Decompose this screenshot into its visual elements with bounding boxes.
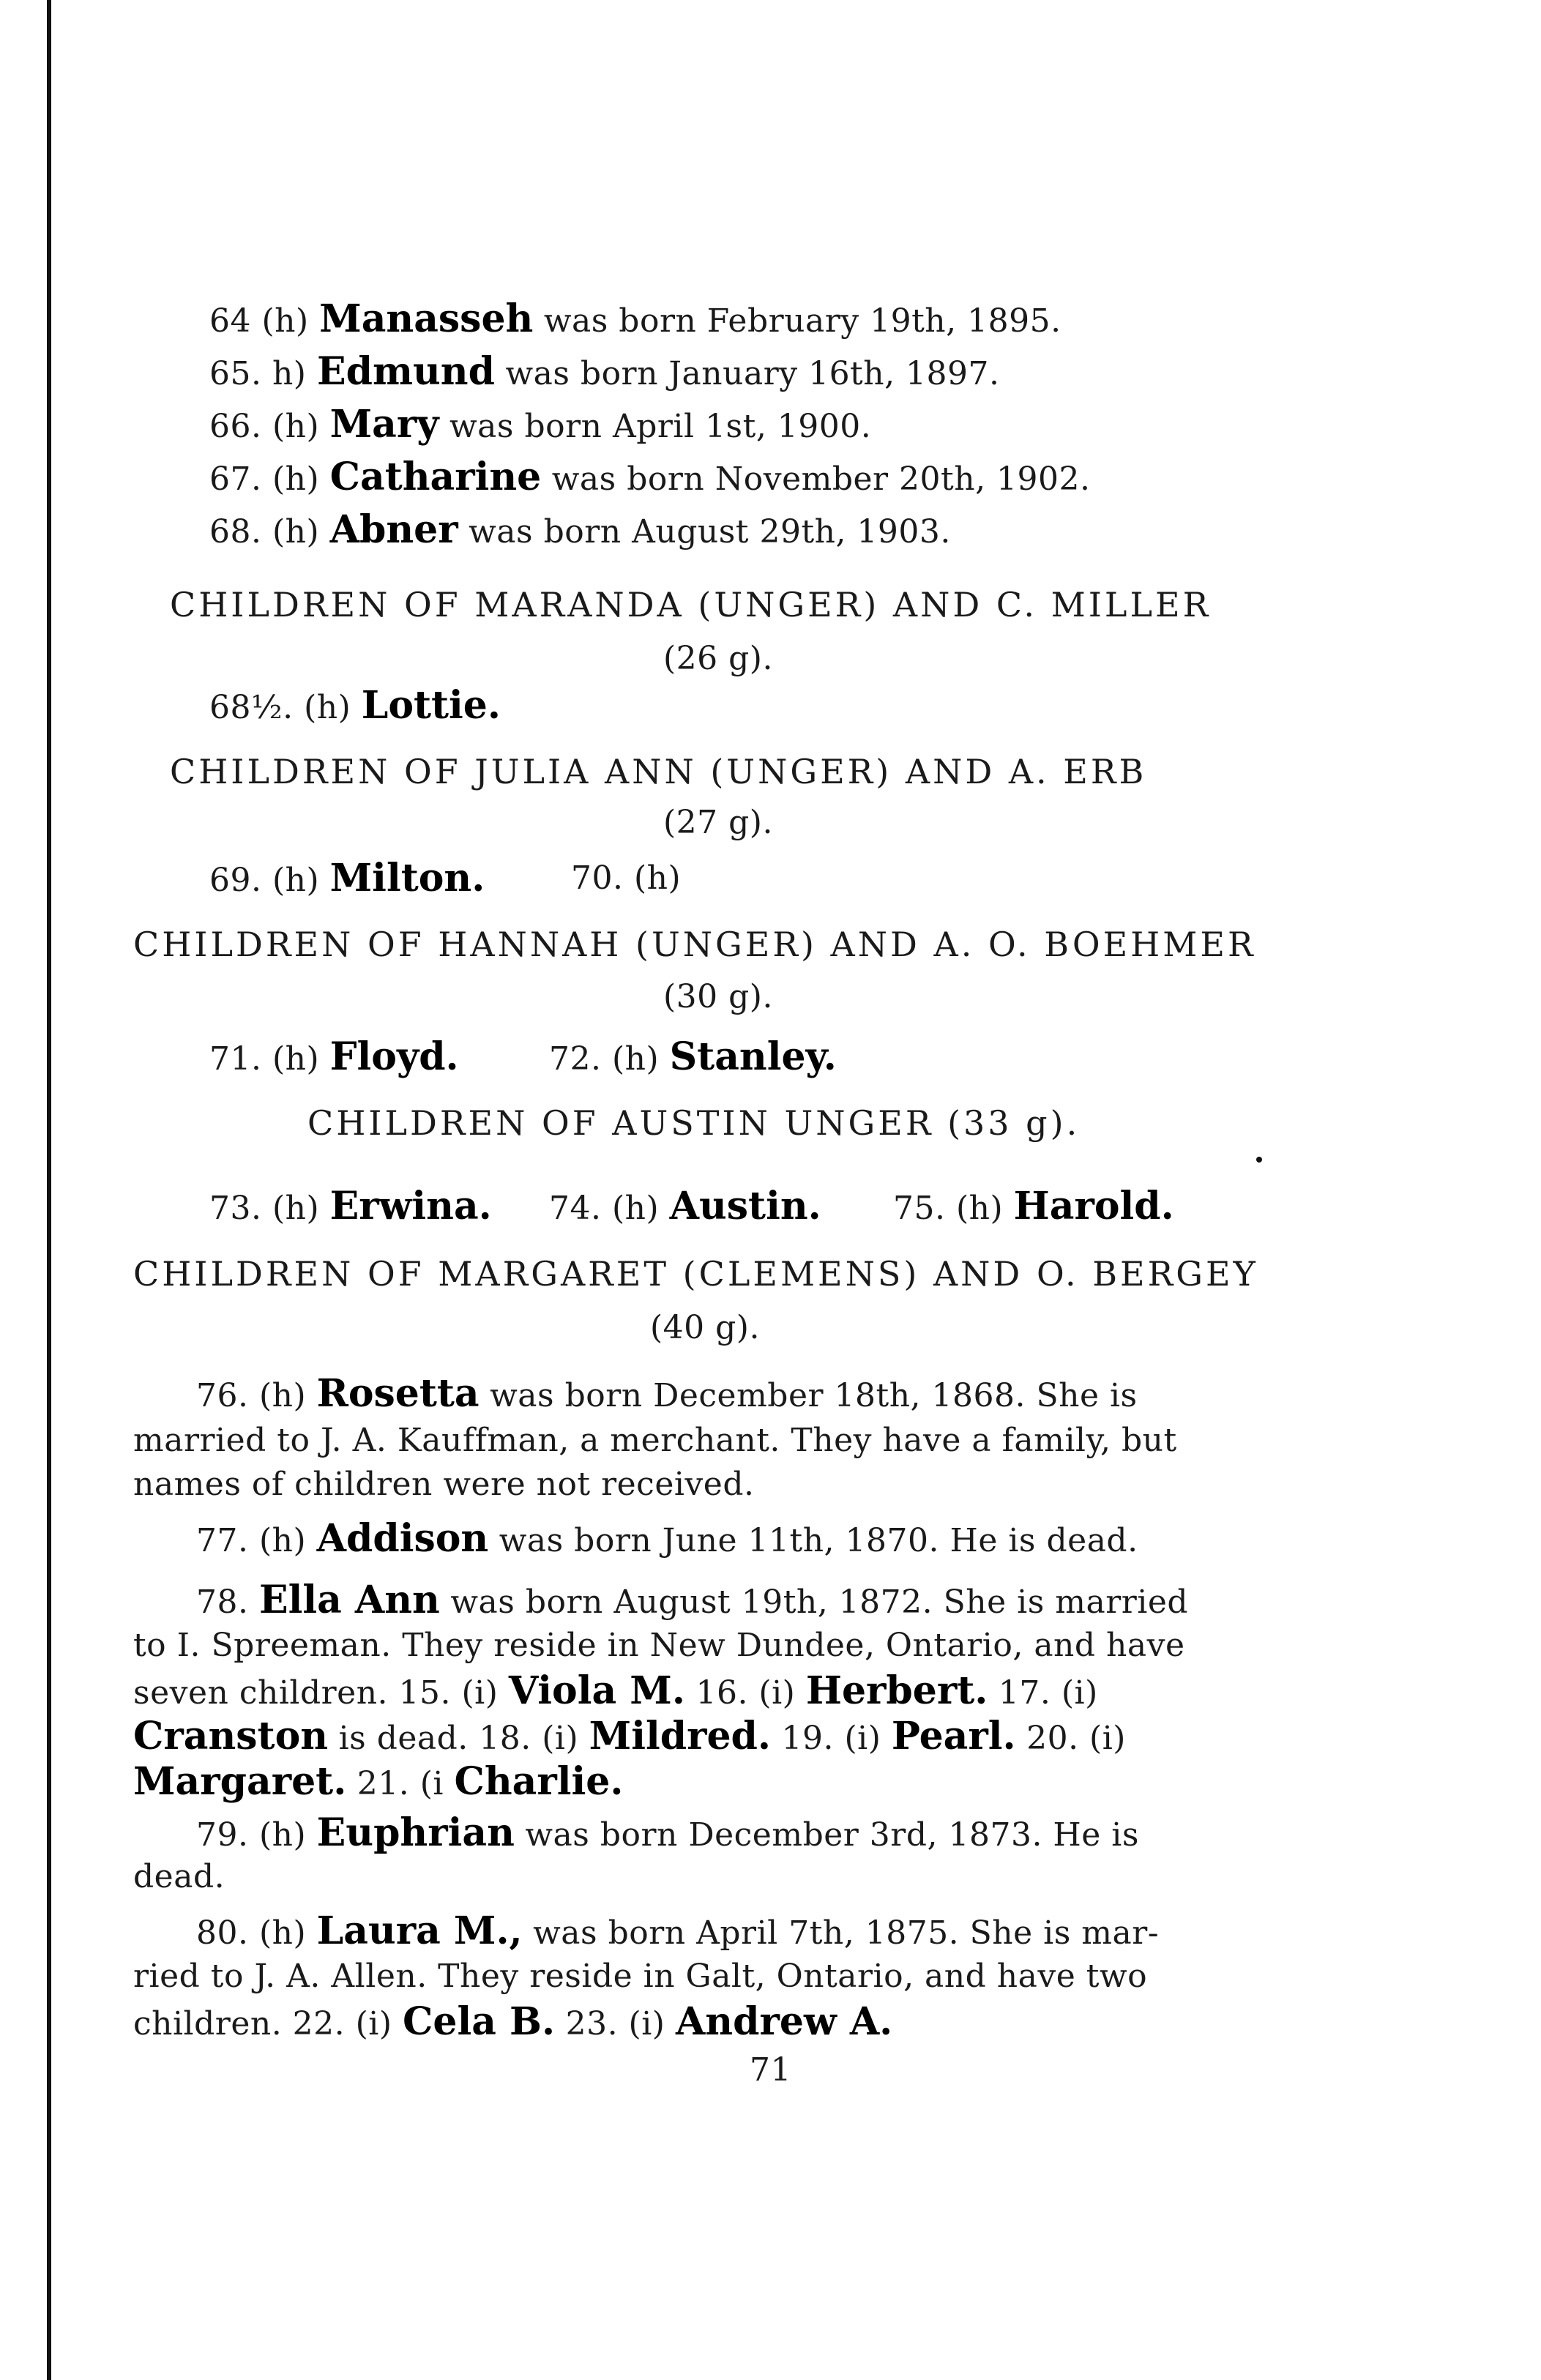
section-ref-boehmer: (30 g). xyxy=(663,978,773,1015)
section-heading-miller: CHILDREN OF MARANDA (UNGER) AND C. MILLER xyxy=(170,585,1212,624)
section-ref-bergey: (40 g). xyxy=(650,1309,760,1346)
entry-66: 66. (h) Mary was born April 1st, 1900. xyxy=(209,402,872,447)
entry-78-line-3: seven children. 15. (i) Viola M. 16. (i) Herbert. 17. (i) xyxy=(133,1668,1098,1713)
entry-80-line-2: ried to J. A. Allen. They reside in Galt, Ontario, and have two xyxy=(133,1958,1148,1995)
section-heading-boehmer: CHILDREN OF HANNAH (UNGER) AND A. O. BOEHMER xyxy=(133,925,1256,964)
entry-78-line-1: 78. Ella Ann was born August 19th, 1872. She is married xyxy=(196,1578,1189,1622)
entry-80-line-1: 80. (h) Laura M., was born April 7th, 1875. She is mar- xyxy=(196,1909,1160,1953)
entry-80-line-3: children. 22. (i) Cela B. 23. (i) Andrew A. xyxy=(133,1999,893,2044)
entry-68-half: 68½. (h) Lottie. xyxy=(209,683,501,728)
section-ref-miller: (26 g). xyxy=(663,640,773,677)
entry-79-line-2: dead. xyxy=(133,1858,225,1895)
entry-65: 65. h) Edmund was born January 16th, 1897. xyxy=(209,349,1000,394)
section-ref-erb: (27 g). xyxy=(663,804,773,841)
entry-78-line-2: to I. Spreeman. They reside in New Dundee, Ontario, and have xyxy=(133,1627,1185,1664)
entry-76-line-2: married to J. A. Kauffman, a merchant. They have a family, but xyxy=(133,1422,1177,1459)
entry-76-line-1: 76. (h) Rosetta was born December 18th, 1868. She is xyxy=(196,1371,1138,1416)
section-heading-bergey: CHILDREN OF MARGARET (CLEMENS) AND O. BERGEY xyxy=(133,1254,1258,1294)
page-number: 71 xyxy=(750,2051,791,2089)
entry-70: 70. (h) xyxy=(571,859,682,897)
ink-speck xyxy=(1256,1157,1262,1163)
entry-79-line-1: 79. (h) Euphrian was born December 3rd, 1873. He is xyxy=(196,1810,1139,1855)
page-gutter-line xyxy=(47,0,51,2380)
entry-73: 73. (h) Erwina. xyxy=(209,1184,492,1228)
entry-75: 75. (h) Harold. xyxy=(893,1184,1174,1228)
entry-78-line-5: Margaret. 21. (i Charlie. xyxy=(133,1759,624,1804)
entry-76-line-3: names of children were not received. xyxy=(133,1466,755,1503)
section-heading-erb: CHILDREN OF JULIA ANN (UNGER) AND A. ERB xyxy=(170,752,1147,791)
entry-64: 64 (h) Manasseh was born February 19th, 1895. xyxy=(209,296,1061,341)
entry-71: 71. (h) Floyd. xyxy=(209,1034,459,1079)
section-heading-austin: CHILDREN OF AUSTIN UNGER (33 g). xyxy=(307,1103,1081,1143)
entry-67: 67. (h) Catharine was born November 20th, 1902. xyxy=(209,455,1091,499)
entry-72: 72. (h) Stanley. xyxy=(549,1034,837,1079)
entry-68: 68. (h) Abner was born August 29th, 1903. xyxy=(209,507,951,552)
entry-78-line-4: Cranston is dead. 18. (i) Mildred. 19. (i) Pearl. 20. (i) xyxy=(133,1714,1126,1758)
entry-77: 77. (h) Addison was born June 11th, 1870. He is dead. xyxy=(196,1516,1138,1561)
entry-74: 74. (h) Austin. xyxy=(549,1184,821,1228)
entry-69: 69. (h) Milton. xyxy=(209,856,485,900)
